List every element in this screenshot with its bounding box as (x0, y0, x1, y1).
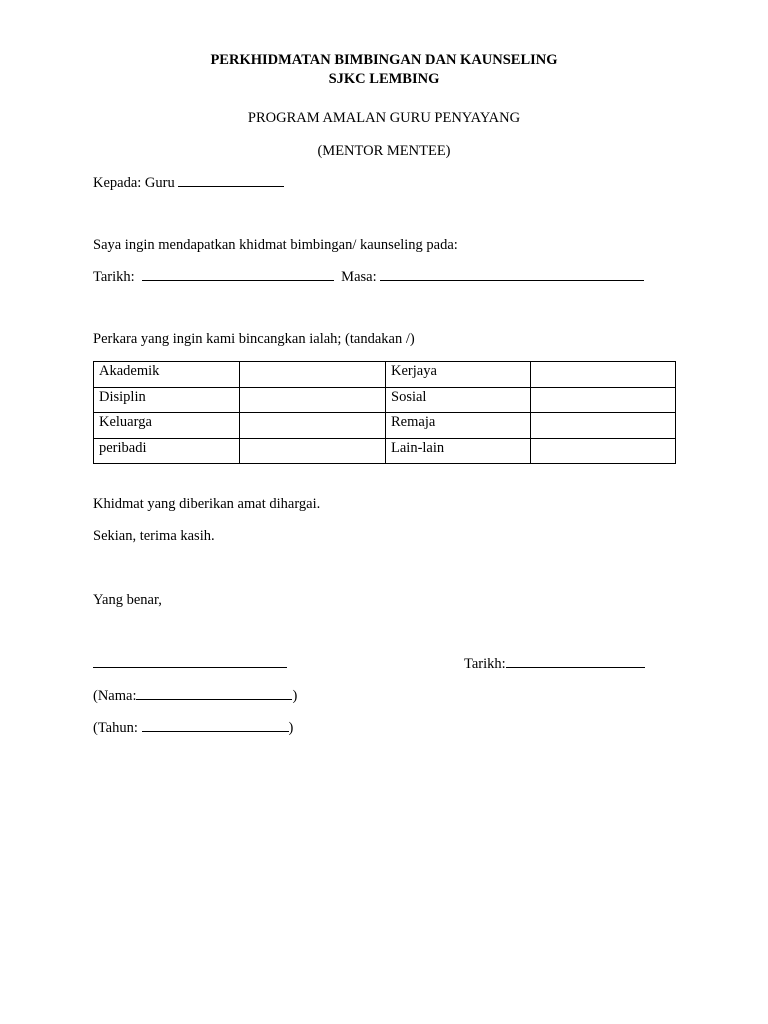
table-row (94, 413, 676, 439)
topic-checkbox-cell[interactable] (240, 387, 386, 413)
recipient-label: Kepada: Guru (93, 175, 179, 191)
table-row (94, 387, 676, 413)
topic-checkbox-cell[interactable] (531, 413, 676, 439)
signature-date-field[interactable] (506, 654, 645, 668)
topic-checkbox-cell[interactable] (531, 362, 676, 388)
topic-label: Keluarga (94, 413, 240, 439)
year-label: (Tahun: (93, 720, 142, 736)
appointment-time-field[interactable] (380, 267, 644, 281)
year-field[interactable] (142, 718, 289, 732)
name-field[interactable] (136, 686, 292, 700)
closing-thanks: Khidmat yang diberikan amat dihargai. (93, 496, 321, 512)
table-row (94, 362, 676, 388)
topic-label: Disiplin (94, 387, 240, 413)
topic-checkbox-cell[interactable] (240, 362, 386, 388)
signature-field[interactable] (93, 654, 287, 668)
appointment-date-field[interactable] (142, 267, 334, 281)
topic-checkbox-cell[interactable] (531, 438, 676, 464)
recipient-line (93, 173, 284, 192)
year-line (93, 718, 293, 737)
closing-yours: Yang benar, (93, 592, 162, 608)
name-label: (Nama: (93, 688, 137, 704)
program-title: PROGRAM AMALAN GURU PENYAYANG (247, 110, 521, 126)
topic-label: Sosial (386, 387, 531, 413)
topic-label: Lain-lain (386, 438, 531, 464)
teacher-name-field[interactable] (178, 173, 284, 187)
topic-checkbox-cell[interactable] (240, 413, 386, 439)
date-label: Tarikh: (93, 269, 142, 285)
topic-label: Akademik (94, 362, 240, 388)
program-subtitle: (MENTOR MENTEE) (317, 143, 451, 159)
topics-table (93, 361, 676, 464)
signature-date-label: Tarikh: (464, 656, 506, 672)
topic-label: Kerjaya (386, 362, 531, 388)
closing-farewell: Sekian, terima kasih. (93, 528, 215, 544)
year-close: ) (288, 720, 294, 736)
request-text: Saya ingin mendapatkan khidmat bimbingan/ kaunseling pada: (93, 237, 458, 253)
topics-instruction: Perkara yang ingin kami bincangkan ialah; (tandakan /) (93, 331, 415, 347)
header-title: PERKHIDMATAN BIMBINGAN DAN KAUNSELING (210, 52, 558, 68)
topic-checkbox-cell[interactable] (240, 438, 386, 464)
topic-checkbox-cell[interactable] (531, 387, 676, 413)
topic-label: peribadi (94, 438, 240, 464)
signature-line (93, 654, 287, 673)
appointment-line (93, 267, 644, 286)
topic-label: Remaja (386, 413, 531, 439)
name-line (93, 686, 297, 705)
time-label: Masa: (341, 269, 381, 285)
school-name: SJKC LEMBING (328, 71, 440, 87)
name-close: ) (292, 688, 298, 704)
signature-date-line (464, 654, 645, 673)
table-row (94, 438, 676, 464)
